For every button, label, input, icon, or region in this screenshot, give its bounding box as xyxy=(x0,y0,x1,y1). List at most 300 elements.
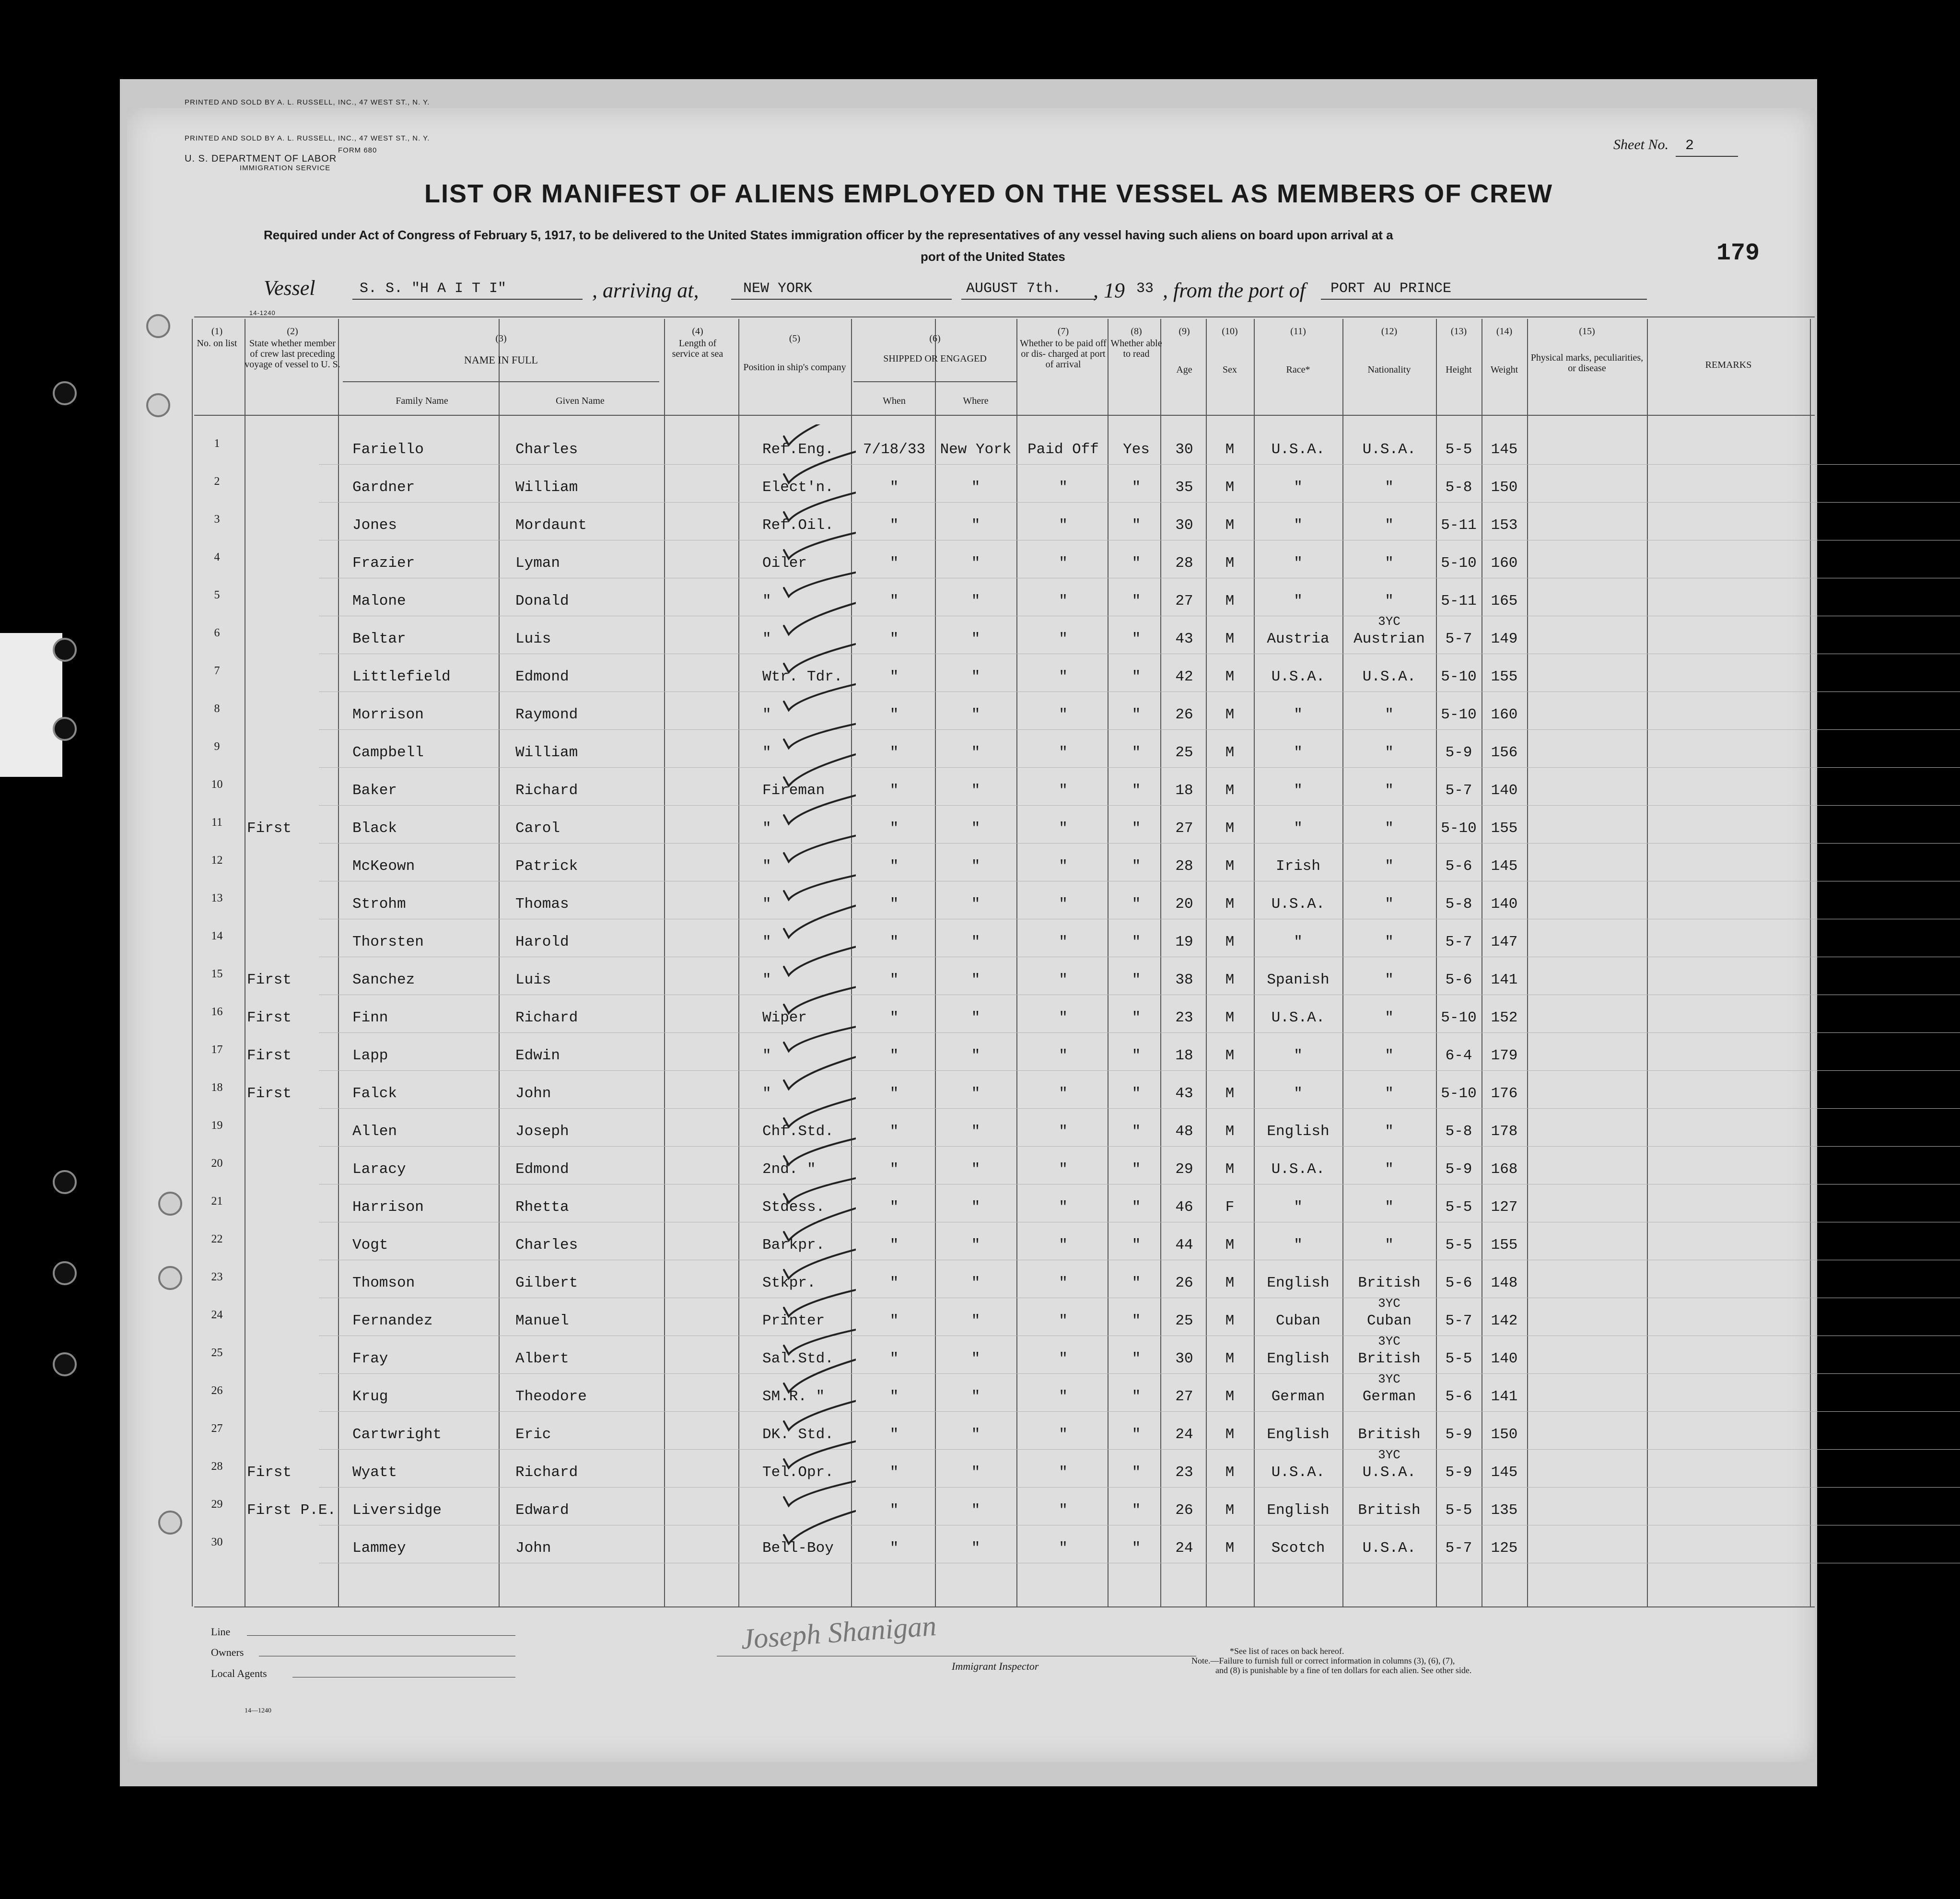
cell-sex: M xyxy=(1225,1313,1235,1329)
cell-nationality: German xyxy=(1362,1388,1416,1405)
table-top-border xyxy=(194,316,1815,317)
cell-nationality: " xyxy=(1385,1123,1394,1140)
cell-able-to-read: " xyxy=(1132,1009,1141,1026)
cell-shipped-when: " xyxy=(889,517,899,534)
cell-age: 26 xyxy=(1175,706,1193,723)
cell-family-name: Black xyxy=(352,820,397,837)
column-rule xyxy=(1160,319,1161,1606)
cell-weight: 155 xyxy=(1491,1237,1518,1254)
cell-weight: 149 xyxy=(1491,631,1518,647)
cell-paid-off: " xyxy=(1059,1009,1068,1026)
cell-paid-off: " xyxy=(1059,1426,1068,1443)
column-rule xyxy=(1647,319,1648,1606)
cell-family-name: Thorsten xyxy=(352,934,424,950)
cell-height: 5-9 xyxy=(1445,1464,1472,1481)
cell-nationality: " xyxy=(1385,1085,1394,1102)
cell-shipped-where: " xyxy=(971,1540,980,1557)
check-mark xyxy=(784,1203,856,1241)
cell-race: U.S.A. xyxy=(1271,1464,1325,1481)
cell-weight: 179 xyxy=(1491,1047,1518,1064)
cell-row-number: 30 xyxy=(211,1536,223,1548)
cell-given-name: Albert xyxy=(515,1350,569,1367)
cell-sex: M xyxy=(1225,593,1235,610)
cell-race: " xyxy=(1294,479,1303,496)
cell-given-name: Harold xyxy=(515,934,569,950)
column-rule xyxy=(1254,319,1255,1606)
cell-race: " xyxy=(1294,744,1303,761)
cell-family-name: Vogt xyxy=(352,1237,388,1254)
cell-row-number: 11 xyxy=(211,816,223,829)
binder-hole xyxy=(53,717,77,741)
check-mark xyxy=(784,559,856,597)
cell-sex: M xyxy=(1225,934,1235,950)
cell-sex: M xyxy=(1225,1123,1235,1140)
col-12-number: (12) xyxy=(1381,326,1398,337)
cell-age: 26 xyxy=(1175,1275,1193,1291)
cell-given-name: Rhetta xyxy=(515,1199,569,1216)
cell-given-name: Lyman xyxy=(515,555,560,572)
cell-age: 27 xyxy=(1175,820,1193,837)
cell-paid-off: " xyxy=(1059,1199,1068,1216)
binder-hole xyxy=(146,314,170,338)
check-mark xyxy=(784,1127,856,1165)
column-rule xyxy=(935,319,936,1606)
cell-height: 5-11 xyxy=(1441,593,1477,610)
cell-race: U.S.A. xyxy=(1271,668,1325,685)
cell-row-number: 28 xyxy=(211,1460,223,1473)
binder-hole xyxy=(53,381,77,405)
date-underline xyxy=(961,299,1096,300)
check-mark xyxy=(784,862,856,900)
cell-shipped-when: " xyxy=(889,1388,899,1405)
line-label: Line xyxy=(211,1626,231,1638)
sheet-number-underline xyxy=(1676,156,1738,157)
cell-shipped-when: " xyxy=(889,1123,899,1140)
cell-family-name: Cartwright xyxy=(352,1426,442,1443)
cell-nationality: " xyxy=(1385,782,1394,799)
cell-height: 5-5 xyxy=(1445,1237,1472,1254)
column-rule xyxy=(338,319,339,1606)
col-14-header: Weight xyxy=(1490,364,1518,375)
cell-age: 30 xyxy=(1175,441,1193,458)
cell-shipped-when: " xyxy=(889,479,899,496)
cell-given-name: Thomas xyxy=(515,896,569,913)
cell-height: 5-10 xyxy=(1441,668,1477,685)
cell-shipped-where: " xyxy=(971,896,980,913)
col-2-number: (2) xyxy=(287,326,298,337)
cell-age: 28 xyxy=(1175,555,1193,572)
cell-able-to-read: " xyxy=(1132,1199,1141,1216)
year-prefix: , 19 xyxy=(1093,279,1125,302)
cell-age: 24 xyxy=(1175,1540,1193,1557)
binder-hole xyxy=(53,638,77,662)
cell-previous-voyage: First xyxy=(247,972,292,988)
cell-row-number: 4 xyxy=(214,551,220,563)
cell-weight: 145 xyxy=(1491,858,1518,875)
cell-sex: M xyxy=(1225,858,1235,875)
col-6-number: (6) xyxy=(929,333,941,344)
cell-previous-voyage: First xyxy=(247,1085,292,1102)
cell-weight: 141 xyxy=(1491,972,1518,988)
cell-row-number: 2 xyxy=(214,475,220,488)
column-rule xyxy=(1527,319,1528,1606)
cell-race: U.S.A. xyxy=(1271,1161,1325,1178)
col-6-header: SHIPPED OR ENGAGED xyxy=(883,353,987,364)
cell-sex: M xyxy=(1225,972,1235,988)
service-check-marks xyxy=(645,424,856,1575)
cell-given-name: Mordaunt xyxy=(515,517,587,534)
cell-height: 5-7 xyxy=(1445,782,1472,799)
cell-given-name: Luis xyxy=(515,972,551,988)
cell-able-to-read: " xyxy=(1132,1275,1141,1291)
cell-height: 5-8 xyxy=(1445,1123,1472,1140)
cell-paid-off: " xyxy=(1059,631,1068,647)
cell-given-name: Charles xyxy=(515,441,578,458)
cell-shipped-where: " xyxy=(971,1350,980,1367)
cell-height: 5-11 xyxy=(1441,517,1477,534)
cell-position: Sal.Std. xyxy=(762,1350,834,1367)
row-rule xyxy=(319,464,1960,465)
cell-family-name: Lammey xyxy=(352,1540,406,1557)
cell-age: 18 xyxy=(1175,782,1193,799)
row-rule xyxy=(319,502,1960,503)
cell-age: 24 xyxy=(1175,1426,1193,1443)
cell-able-to-read: " xyxy=(1132,1464,1141,1481)
manifest-sheet xyxy=(127,98,1815,1762)
cell-age: 27 xyxy=(1175,593,1193,610)
cell-position: Wtr. Tdr. xyxy=(762,668,843,685)
cell-shipped-where: " xyxy=(971,517,980,534)
cell-age: 27 xyxy=(1175,1388,1193,1405)
cell-row-number: 7 xyxy=(214,665,220,677)
cell-family-name: Sanchez xyxy=(352,972,415,988)
cell-shipped-when: " xyxy=(889,1350,899,1367)
subtitle-line-1: Required under Act of Congress of February 5, 1917, to be delivered to the United States immigration officer by the representatives of any vessel having such aliens on board upon arrival at a xyxy=(264,228,1393,242)
cell-race: " xyxy=(1294,782,1303,799)
col-8-header: Whether able to read xyxy=(1110,338,1162,359)
cell-shipped-where: " xyxy=(971,1199,980,1216)
cell-paid-off: " xyxy=(1059,858,1068,875)
cell-weight: 140 xyxy=(1491,1350,1518,1367)
col-8-number: (8) xyxy=(1131,326,1142,337)
cell-given-name: Richard xyxy=(515,1464,578,1481)
cell-family-name: Fernandez xyxy=(352,1313,433,1329)
cell-race: " xyxy=(1294,1199,1303,1216)
cell-nationality-note: 3YC xyxy=(1378,1448,1400,1462)
cell-sex: M xyxy=(1225,479,1235,496)
cell-position: " xyxy=(762,631,771,647)
cell-row-number: 3 xyxy=(214,513,220,526)
cell-nationality: British xyxy=(1358,1275,1421,1291)
cell-shipped-when: " xyxy=(889,1199,899,1216)
check-mark xyxy=(784,711,856,748)
cell-weight: 160 xyxy=(1491,706,1518,723)
cell-weight: 155 xyxy=(1491,820,1518,837)
cell-shipped-when: " xyxy=(889,706,899,723)
cell-paid-off: " xyxy=(1059,1047,1068,1064)
cell-row-number: 14 xyxy=(211,930,223,942)
cell-position: 2nd. " xyxy=(762,1161,816,1178)
cell-sex: M xyxy=(1225,1161,1235,1178)
vessel-name: S. S. "H A I T I" xyxy=(360,281,507,297)
cell-row-number: 17 xyxy=(211,1043,223,1056)
cell-given-name: Edwin xyxy=(515,1047,560,1064)
cell-previous-voyage: First P.E. xyxy=(247,1502,337,1519)
cell-family-name: Krug xyxy=(352,1388,388,1405)
cell-row-number: 15 xyxy=(211,968,223,980)
check-mark xyxy=(784,1355,856,1392)
cell-sex: M xyxy=(1225,1085,1235,1102)
cell-nationality: " xyxy=(1385,1237,1394,1254)
cell-weight: 150 xyxy=(1491,1426,1518,1443)
cell-race: U.S.A. xyxy=(1271,1009,1325,1026)
printer-line-top: PRINTED AND SOLD BY A. L. RUSSELL, INC., 47 WEST ST., N. Y. xyxy=(185,98,430,106)
cell-weight: 150 xyxy=(1491,479,1518,496)
agents-label: Local Agents xyxy=(211,1667,267,1679)
cell-weight: 145 xyxy=(1491,441,1518,458)
vessel-label: Vessel xyxy=(264,276,315,300)
cell-position: Barkpr. xyxy=(762,1237,825,1254)
fine-note-1: Note.—Failure to furnish full or correct information in columns (3), (6), (7), xyxy=(1191,1656,1455,1665)
cell-paid-off: " xyxy=(1059,934,1068,950)
cell-nationality: " xyxy=(1385,820,1394,837)
cell-previous-voyage: First xyxy=(247,1464,292,1481)
cell-paid-off: " xyxy=(1059,1540,1068,1557)
cell-height: 5-6 xyxy=(1445,858,1472,875)
cell-nationality: U.S.A. xyxy=(1362,668,1416,685)
row-rule xyxy=(319,1070,1960,1071)
cell-shipped-when: " xyxy=(889,1237,899,1254)
col-9-number: (9) xyxy=(1178,326,1190,337)
cell-shipped-when: " xyxy=(889,1464,899,1481)
cell-position: Stkpr. xyxy=(762,1275,816,1291)
cell-shipped-where: " xyxy=(971,1426,980,1443)
cell-paid-off: " xyxy=(1059,706,1068,723)
check-mark xyxy=(784,1468,856,1506)
cell-sex: M xyxy=(1225,1009,1235,1026)
cell-nationality: " xyxy=(1385,593,1394,610)
cell-nationality-note: 3YC xyxy=(1378,1372,1400,1386)
check-mark xyxy=(784,1241,856,1278)
col-3-divider xyxy=(343,381,659,382)
row-rule xyxy=(319,1487,1960,1488)
cell-shipped-where: New York xyxy=(940,441,1012,458)
col-4-number: (4) xyxy=(692,326,703,337)
cell-sex: M xyxy=(1225,517,1235,534)
check-mark xyxy=(784,938,856,975)
line-underline xyxy=(247,1635,515,1636)
cell-age: 25 xyxy=(1175,1313,1193,1329)
cell-position: Tel.Opr. xyxy=(762,1464,834,1481)
arriving-port: NEW YORK xyxy=(743,281,813,297)
cell-weight: 178 xyxy=(1491,1123,1518,1140)
cell-shipped-where: " xyxy=(971,631,980,647)
cell-weight: 140 xyxy=(1491,896,1518,913)
cell-race: " xyxy=(1294,934,1303,950)
cell-nationality: U.S.A. xyxy=(1362,1464,1416,1481)
cell-given-name: Gilbert xyxy=(515,1275,578,1291)
cell-shipped-when: " xyxy=(889,782,899,799)
cell-shipped-when: " xyxy=(889,668,899,685)
cell-sex: M xyxy=(1225,744,1235,761)
check-mark xyxy=(784,635,856,672)
col-3-number: (3) xyxy=(495,333,507,344)
cell-given-name: William xyxy=(515,479,578,496)
check-mark xyxy=(784,1506,856,1544)
cell-family-name: Allen xyxy=(352,1123,397,1140)
cell-position: Wiper xyxy=(762,1009,807,1026)
owners-label: Owners xyxy=(211,1646,244,1658)
cell-sex: M xyxy=(1225,1047,1235,1064)
cell-nationality: U.S.A. xyxy=(1362,441,1416,458)
cell-able-to-read: " xyxy=(1132,1161,1141,1178)
column-rule xyxy=(1436,319,1437,1606)
cell-position: Oiler xyxy=(762,555,807,572)
cell-weight: 127 xyxy=(1491,1199,1518,1216)
cell-nationality: British xyxy=(1358,1426,1421,1443)
cell-able-to-read: " xyxy=(1132,1388,1141,1405)
cell-given-name: John xyxy=(515,1085,551,1102)
cell-age: 30 xyxy=(1175,517,1193,534)
cell-given-name: Richard xyxy=(515,782,578,799)
cell-nationality: Austrian xyxy=(1353,631,1425,647)
cell-position: Ref.Eng. xyxy=(762,441,834,458)
cell-paid-off: " xyxy=(1059,744,1068,761)
col-6-divider xyxy=(853,381,1016,382)
cell-shipped-where: " xyxy=(971,858,980,875)
row-rule xyxy=(319,843,1960,844)
cell-shipped-where: " xyxy=(971,820,980,837)
from-underline xyxy=(1321,299,1647,300)
col-1-number: (1) xyxy=(211,326,223,337)
arriving-label: , arriving at, xyxy=(592,279,699,302)
cell-height: 5-7 xyxy=(1445,1540,1472,1557)
cell-shipped-when: " xyxy=(889,593,899,610)
check-mark xyxy=(784,1279,856,1316)
cell-age: 29 xyxy=(1175,1161,1193,1178)
cell-sex: M xyxy=(1225,1464,1235,1481)
cell-race: " xyxy=(1294,517,1303,534)
fine-note-2: and (8) is punishable by a fine of ten dollars for each alien. See other side. xyxy=(1215,1665,1472,1675)
cell-position: " xyxy=(762,820,771,837)
cell-age: 43 xyxy=(1175,631,1193,647)
cell-paid-off: " xyxy=(1059,1275,1068,1291)
cell-race: Austria xyxy=(1267,631,1330,647)
cell-position: DK. Std. xyxy=(762,1426,834,1443)
cell-race: Scotch xyxy=(1271,1540,1325,1557)
cell-age: 43 xyxy=(1175,1085,1193,1102)
cell-shipped-where: " xyxy=(971,1123,980,1140)
cell-nationality: " xyxy=(1385,1009,1394,1026)
cell-row-number: 19 xyxy=(211,1119,223,1132)
cell-height: 5-5 xyxy=(1445,1502,1472,1519)
cell-height: 5-7 xyxy=(1445,934,1472,950)
cell-race: Spanish xyxy=(1267,972,1330,988)
cell-shipped-when: " xyxy=(889,1313,899,1329)
cell-shipped-where: " xyxy=(971,593,980,610)
footer-form-code: 14—1240 xyxy=(245,1707,271,1714)
col-14-number: (14) xyxy=(1496,326,1513,337)
cell-family-name: Wyatt xyxy=(352,1464,397,1481)
cell-given-name: Luis xyxy=(515,631,551,647)
col-3-header: NAME IN FULL xyxy=(464,354,538,366)
cell-shipped-when: " xyxy=(889,1275,899,1291)
cell-position: " xyxy=(762,934,771,950)
cell-paid-off: " xyxy=(1059,782,1068,799)
cell-family-name: Littlefield xyxy=(352,668,451,685)
cell-height: 6-4 xyxy=(1445,1047,1472,1064)
cell-able-to-read: " xyxy=(1132,1123,1141,1140)
cell-able-to-read: " xyxy=(1132,782,1141,799)
cell-shipped-where: " xyxy=(971,706,980,723)
cell-race: " xyxy=(1294,1047,1303,1064)
check-mark xyxy=(784,1393,856,1430)
check-mark xyxy=(784,1052,856,1089)
col-1-header: No. on list xyxy=(197,338,237,349)
cell-shipped-when: " xyxy=(889,858,899,875)
cell-shipped-where: " xyxy=(971,1237,980,1254)
cell-paid-off: " xyxy=(1059,1388,1068,1405)
cell-height: 5-5 xyxy=(1445,1199,1472,1216)
cell-shipped-where: " xyxy=(971,1085,980,1102)
cell-shipped-when: " xyxy=(889,934,899,950)
cell-position: Bell-Boy xyxy=(762,1540,834,1557)
cell-nationality-note: 3YC xyxy=(1378,1296,1400,1311)
service: IMMIGRATION SERVICE xyxy=(240,164,331,172)
cell-shipped-where: " xyxy=(971,1275,980,1291)
col-15-header: Physical marks, peculiarities, or disease xyxy=(1530,352,1644,374)
col-11-number: (11) xyxy=(1290,326,1306,337)
cell-height: 5-6 xyxy=(1445,1275,1472,1291)
cell-row-number: 25 xyxy=(211,1347,223,1359)
cell-nationality-note: 3YC xyxy=(1378,1334,1400,1348)
cell-row-number: 16 xyxy=(211,1006,223,1018)
cell-able-to-read: " xyxy=(1132,934,1141,950)
col-4-header: Length of service at sea xyxy=(672,338,723,359)
cell-height: 5-6 xyxy=(1445,1388,1472,1405)
cell-given-name: Edmond xyxy=(515,668,569,685)
binder-hole xyxy=(53,1261,77,1285)
col-5-number: (5) xyxy=(789,333,801,344)
cell-able-to-read: " xyxy=(1132,706,1141,723)
cell-weight: 148 xyxy=(1491,1275,1518,1291)
col-9-header: Age xyxy=(1176,364,1192,375)
col-13-header: Height xyxy=(1446,364,1472,375)
cell-row-number: 12 xyxy=(211,854,223,867)
cell-shipped-when: " xyxy=(889,820,899,837)
cell-position: Ref.Oil. xyxy=(762,517,834,534)
cell-row-number: 1 xyxy=(214,437,220,450)
col-6-when-header: When xyxy=(883,396,906,406)
col-2-header: State whether member of crew last preceding voyage of vessel to U. S. xyxy=(245,338,340,370)
page-stamp: 179 xyxy=(1716,240,1760,267)
cell-sex: M xyxy=(1225,706,1235,723)
cell-able-to-read: " xyxy=(1132,972,1141,988)
cell-age: 20 xyxy=(1175,896,1193,913)
cell-sex: M xyxy=(1225,631,1235,647)
cell-previous-voyage: First xyxy=(247,1009,292,1026)
cell-family-name: Fray xyxy=(352,1350,388,1367)
cell-sex: M xyxy=(1225,668,1235,685)
cell-nationality: British xyxy=(1358,1350,1421,1367)
check-mark xyxy=(784,597,856,634)
cell-paid-off: " xyxy=(1059,1350,1068,1367)
cell-sex: M xyxy=(1225,1426,1235,1443)
cell-family-name: Frazier xyxy=(352,555,415,572)
cell-shipped-when: " xyxy=(889,1085,899,1102)
binder-hole xyxy=(158,1266,182,1290)
table-header-border xyxy=(194,415,1815,416)
